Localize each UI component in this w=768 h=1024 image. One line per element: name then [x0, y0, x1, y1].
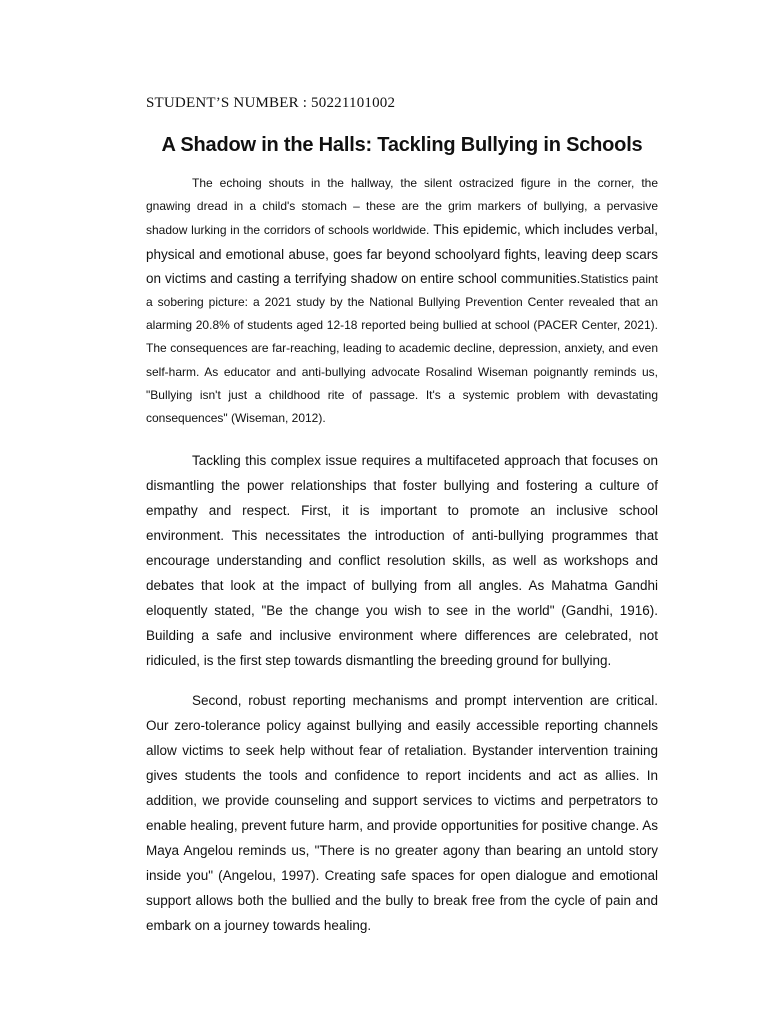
- paragraph-intro-part-b: This epidemic, which includes verbal, physical and emotional abuse, goes far beyond schoolyard fights, leaving deep scars on victims and casting a terrifying shadow on entire school communities.: [146, 222, 658, 286]
- student-number: STUDENT’S NUMBER : 50221101002: [146, 95, 396, 111]
- paragraph-intro: [146, 172, 658, 430]
- paragraph-intro-part-a: The echoing shouts in the hallway, the silent ostracized figure in the corner, the gnawing dread in a child's stomach – these are the grim markers of bullying, a pervasive shadow lurking in the corridors of schools worldwide.: [146, 176, 658, 238]
- paragraph-reporting-mechanisms: Second, robust reporting mechanisms and prompt intervention are critical. Our zero-tolerance policy against bullying and easily accessible reporting channels allow victims to seek help without fear of retaliation. Bystander intervention training gives students the tools and confidence to report incidents and act as allies. In addition, we provide counseling and support services to victims and perpetrators to enable healing, prevent future harm, and provide opportunities for positive change. As Maya Angelou reminds us, "There is no greater agony than bearing an untold story inside you" (Angelou, 1997). Creating safe spaces for open dialogue and emotional support allows both the bullied and the bully to break free from the cycle of pain and embark on a journey towards healing.: [146, 693, 658, 934]
- document-title: A Shadow in the Halls: Tackling Bullying in Schools: [161, 134, 643, 156]
- paragraph-intro-part-c: Statistics paint a sobering picture: a 2021 study by the National Bullying Prevention Center revealed that an alarming 20.8% of students aged 12-18 reported being bullied at school (PACER Center, 2021). The consequences are far-reaching, leading to academic decline, depression, anxiety, and even self-harm. As educator and anti-bullying advocate Rosalind Wiseman poignantly reminds us, "Bullying isn't just a childhood rite of passage. It's a systemic problem with devastating consequences" (Wiseman, 2012).: [146, 271, 658, 426]
- document-page: [146, 92, 658, 938]
- paragraph-inclusive-environment: Tackling this complex issue requires a multifaceted approach that focuses on dismantling the power relationships that foster bullying and fostering a culture of empathy and respect. First, it is important to promote an inclusive school environment. This necessitates the introduction of anti-bullying programmes that encourage understanding and conflict resolution skills, as well as workshops and debates that look at the impact of bullying from all angles. As Mahatma Gandhi eloquently stated, "Be the change you wish to see in the world" (Gandhi, 1916). Building a safe and inclusive environment where differences are celebrated, not ridiculed, is the first step towards dismantling the breeding ground for bullying.: [146, 453, 658, 669]
